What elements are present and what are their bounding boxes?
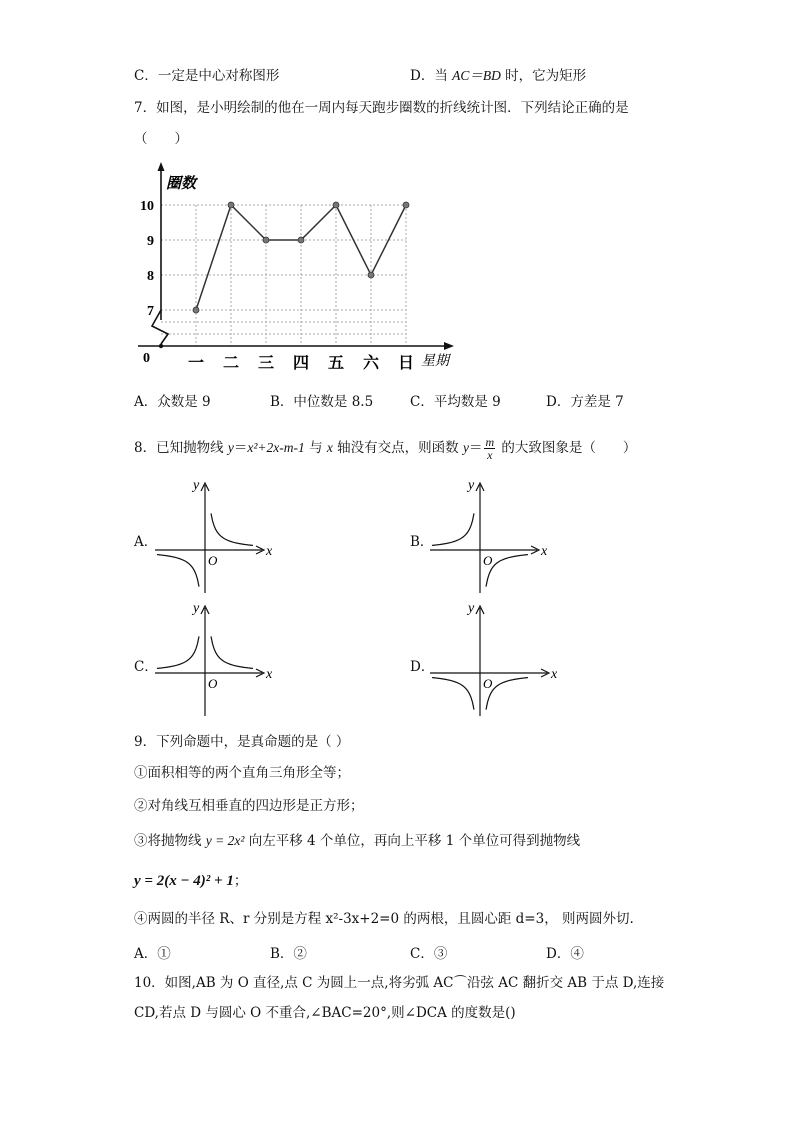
q8-option-b-label: B． (410, 534, 434, 550)
x-tick-labels (188, 353, 414, 372)
y-axis-arrow (158, 162, 165, 171)
q8-option-d-label: D． (410, 659, 435, 675)
x-tick-label: 二 (222, 355, 240, 372)
q8-graph-b (425, 475, 555, 600)
y-tick-label: 10 (140, 199, 154, 214)
q10-line-1: 10．如图,AB 为 O 直径,点 C 为圆上一点,将劣弧 AC⌒沿弦 AC 翻折交 AB 于点 D,连接 (134, 975, 665, 991)
data-point (263, 237, 269, 243)
x-tick-label: 一 (187, 355, 205, 372)
q9-option-b: B．② (270, 946, 307, 962)
q9-formula: y = 2(x − 4)² + 1； (134, 873, 248, 889)
y-tick-label: 9 (147, 234, 154, 249)
q9-option-a: A．① (134, 946, 171, 962)
data-point (403, 202, 409, 208)
q9-option-d: D．④ (546, 946, 584, 962)
x-axis-arrow (444, 342, 454, 350)
q9-statement-3: ③将抛物线 y = 2x² 向左平移 4 个单位，再向上平移 1 个单位可得到抛物线 (134, 833, 581, 849)
curve-branch (432, 678, 474, 710)
q7-line-chart (128, 158, 468, 378)
q8-option-a-label: A． (134, 534, 158, 550)
q7-stem: 7．如图，是小明绘制的他在一周内每天跑步圈数的折线统计图．下列结论正确的是 (134, 100, 629, 116)
q6-option-d: D．当 AC＝BD 时，它为矩形 (410, 68, 587, 84)
fraction-m-over-x: $\frac{m}{x}$ (485, 435, 495, 462)
x-tick-label: 三 (257, 355, 275, 372)
q7-option-c: C．平均数是 9 (410, 394, 501, 410)
data-point (228, 202, 234, 208)
data-point (333, 202, 339, 208)
x-axis-label: x (551, 667, 558, 682)
q9-statement-4: ④两圆的半径 R、r 分别是方程 x²-3x+2=0 的两根，且圆心距 d=3， 则两圆外切. (134, 911, 634, 927)
curve-branch (157, 555, 199, 587)
x-tick-label: 五 (327, 355, 345, 372)
curve-branch (157, 636, 199, 668)
y-tick-label: 7 (147, 304, 154, 319)
origin-label: O (483, 553, 493, 568)
origin-label: O (208, 553, 218, 568)
data-point (193, 307, 199, 313)
data-point (368, 272, 374, 278)
origin-label: O (208, 676, 218, 691)
curve-branch (211, 513, 253, 545)
y-axis-label: y (468, 478, 475, 493)
x-tick-label: 六 (362, 355, 380, 372)
data-point (298, 237, 304, 243)
y-tick-label: 8 (147, 269, 154, 284)
q7-answer-paren: （ ） (134, 131, 188, 147)
q8-graph-a (150, 475, 280, 600)
q7-option-b: B．中位数是 8.5 (270, 394, 374, 410)
q8-option-c-label: C． (134, 659, 158, 675)
q9-stem: 9．下列命题中，是真命题的是（ ） (134, 734, 350, 750)
x-axis-label: 星期 (421, 354, 449, 369)
q8-graph-d (425, 598, 565, 723)
x-axis-label: x (266, 544, 273, 559)
y-axis-label: 圈数 (166, 176, 197, 192)
q9-statement-2: ②对角线互相垂直的四边形是正方形； (134, 798, 364, 814)
q8-graph-c (150, 598, 280, 723)
q9-option-c: C．③ (410, 946, 448, 962)
origin-label: 0 (143, 351, 150, 366)
x-tick-label: 日 (397, 355, 415, 372)
q7-option-a: A．众数是 9 (134, 394, 211, 410)
q10-line-2: CD,若点 D 与圆心 O 不重合,∠BAC=20°,则∠DCA 的度数是() (134, 1005, 516, 1021)
origin-point (159, 344, 163, 348)
y-tick-labels (140, 199, 154, 319)
q8-stem: 8．已知抛物线 y＝x²+2x-m-1 与 x 轴没有交点，则函数 y＝ $\frac{m}{x}$ 的大致图象是（ ） (134, 435, 637, 462)
q9-statement-1: ①面积相等的两个直角三角形全等； (134, 765, 350, 781)
x-tick-label: 四 (292, 355, 310, 372)
curve-branch (211, 636, 253, 668)
y-axis-label: y (193, 601, 200, 616)
x-axis-label: x (541, 544, 548, 559)
origin-label: O (483, 676, 493, 691)
curve-branch (432, 513, 474, 545)
x-axis-label: x (266, 667, 273, 682)
axis-break (152, 310, 168, 344)
y-axis-label: y (468, 601, 475, 616)
y-axis-label: y (193, 478, 200, 493)
q7-option-d: D．方差是 7 (546, 394, 624, 410)
q6-option-c: C．一定是中心对称图形 (134, 68, 280, 84)
